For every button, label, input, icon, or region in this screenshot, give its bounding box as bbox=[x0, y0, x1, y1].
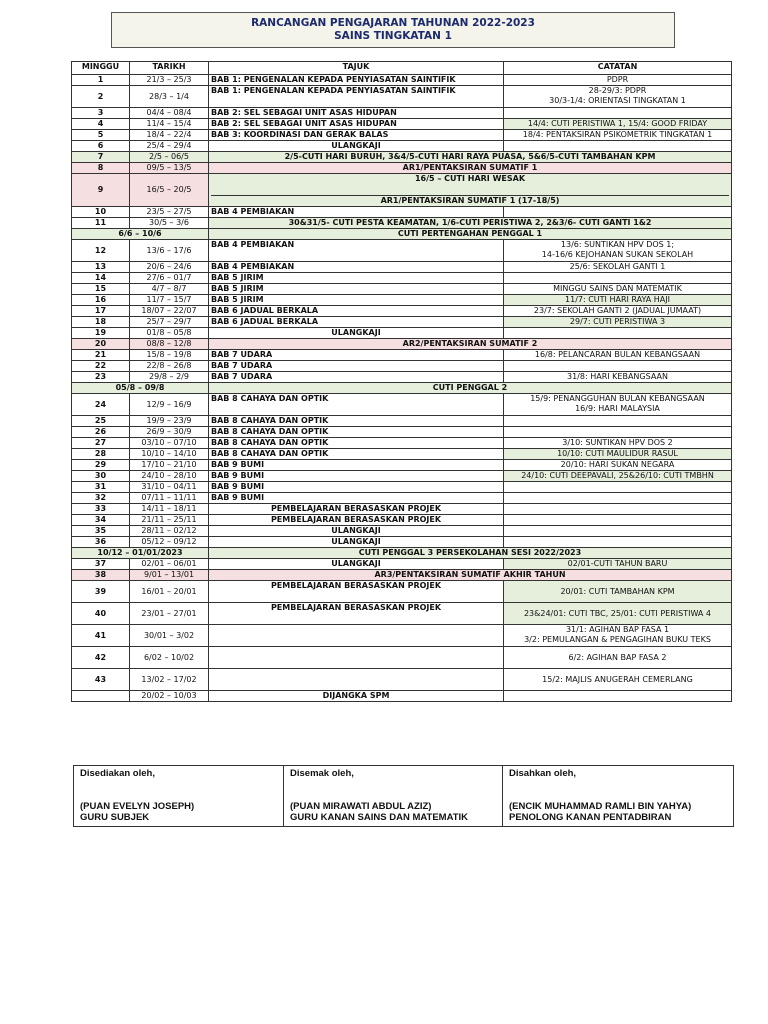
span-cell: AR2/PENTAKSIRAN SUMATIF 2 bbox=[209, 339, 732, 350]
table-row bbox=[72, 350, 732, 361]
span-cell: 2/5-CUTI HARI BURUH, 3&4/5-CUTI HARI RAYA PUASA, 5&6/5-CUTI TAMBAHAN KPM bbox=[209, 152, 732, 163]
week-cell: 4 bbox=[72, 119, 130, 130]
table-row bbox=[72, 339, 732, 350]
week-cell: 40 bbox=[72, 603, 130, 625]
note-line: 13/6: SUNTIKAN HPV DOS 1; bbox=[560, 240, 675, 249]
table-row bbox=[72, 108, 732, 119]
date-cell: 31/10 – 04/11 bbox=[130, 482, 209, 493]
table-row bbox=[72, 460, 732, 471]
week-cell: 28 bbox=[72, 449, 130, 460]
table-row bbox=[72, 449, 732, 460]
date-cell: 01/8 – 05/8 bbox=[130, 328, 209, 339]
week-cell: 34 bbox=[72, 515, 130, 526]
week-cell: 35 bbox=[72, 526, 130, 537]
week-cell: 31 bbox=[72, 482, 130, 493]
note-line: 30/3-1/4: ORIENTASI TINGKATAN 1 bbox=[549, 96, 686, 105]
note-cell bbox=[504, 240, 732, 262]
week-cell: 17 bbox=[72, 306, 130, 317]
date-cell: 18/4 – 22/4 bbox=[130, 130, 209, 141]
note-line: 15/9: PENANGGUHAN BULAN KEBANGSAAN bbox=[530, 394, 705, 403]
table-row bbox=[72, 416, 732, 427]
note-cell bbox=[504, 273, 732, 284]
table-row bbox=[72, 427, 732, 438]
note-cell: 6/2: AGIHAN BAP FASA 2 bbox=[504, 647, 732, 669]
week-cell: 42 bbox=[72, 647, 130, 669]
topic-cell: BAB 9 BUMI bbox=[209, 460, 504, 471]
week-cell: 43 bbox=[72, 669, 130, 691]
date-cell: 25/7 – 29/7 bbox=[130, 317, 209, 328]
date-cell: 20/02 – 10/03 bbox=[130, 691, 209, 702]
note-cell: 16/8: PELANCARAN BULAN KEBANGSAAN bbox=[504, 350, 732, 361]
date-cell: 29/8 – 2/9 bbox=[130, 372, 209, 383]
table-row bbox=[72, 218, 732, 229]
header-tajuk: TAJUK bbox=[209, 62, 504, 75]
week-cell: 32 bbox=[72, 493, 130, 504]
date-cell: 14/11 – 18/11 bbox=[130, 504, 209, 515]
note-cell bbox=[504, 526, 732, 537]
date-cell: 9/01 – 13/01 bbox=[130, 570, 209, 581]
note-cell bbox=[504, 207, 732, 218]
week-cell: 25 bbox=[72, 416, 130, 427]
note-cell bbox=[504, 504, 732, 515]
note-cell: 31/8: HARI KEBANGSAAN bbox=[504, 372, 732, 383]
note-cell: 15/2: MAJLIS ANUGERAH CEMERLANG bbox=[504, 669, 732, 691]
week-cell: 12 bbox=[72, 240, 130, 262]
schedule-table bbox=[71, 61, 732, 702]
note-cell: 23/7: SEKOLAH GANTI 2 (JADUAL JUMAAT) bbox=[504, 306, 732, 317]
topic-cell: BAB 2: SEL SEBAGAI UNIT ASAS HIDUPAN bbox=[209, 108, 504, 119]
week-cell: 2 bbox=[72, 86, 130, 108]
note-line: 28-29/3: PDPR bbox=[588, 86, 647, 95]
signature-checked-by bbox=[284, 766, 503, 827]
table-row bbox=[72, 229, 732, 240]
topic-cell: BAB 5 JIRIM bbox=[209, 273, 504, 284]
week-cell: 26 bbox=[72, 427, 130, 438]
note-line: 14-16/6 KEJOHANAN SUKAN SEKOLAH bbox=[541, 250, 694, 259]
signature-title: Disediakan oleh, bbox=[80, 768, 155, 779]
date-cell: 25/4 – 29/4 bbox=[130, 141, 209, 152]
date-cell: 24/10 – 28/10 bbox=[130, 471, 209, 482]
topic-cell: BAB 8 CAHAYA DAN OPTIK bbox=[209, 416, 504, 427]
span-cell: CUTI PENGGAL 2 bbox=[209, 383, 732, 394]
note-cell bbox=[504, 482, 732, 493]
topic-cell: BAB 8 CAHAYA DAN OPTIK bbox=[209, 427, 504, 438]
date-cell: 02/01 – 06/01 bbox=[130, 559, 209, 570]
topic-cell: BAB 3: KOORDINASI DAN GERAK BALAS bbox=[209, 130, 504, 141]
span-cell: 30&31/5- CUTI PESTA KEAMATAN, 1/6-CUTI PERISTIWA 2, 2&3/6- CUTI GANTI 1&2 bbox=[209, 218, 732, 229]
header-catatan: CATATAN bbox=[504, 62, 732, 75]
date-cell: 15/8 – 19/8 bbox=[130, 350, 209, 361]
signature-prepared-by bbox=[74, 766, 284, 827]
week-cell: 22 bbox=[72, 361, 130, 372]
date-cell: 20/6 – 24/6 bbox=[130, 262, 209, 273]
table-row bbox=[72, 152, 732, 163]
week-cell: 16 bbox=[72, 295, 130, 306]
table-row bbox=[72, 537, 732, 548]
week-cell: 15 bbox=[72, 284, 130, 295]
topic-cell: BAB 7 UDARA bbox=[209, 361, 504, 372]
note-cell: 29/7: CUTI PERISTIWA 3 bbox=[504, 317, 732, 328]
date-cell: 30/5 – 3/6 bbox=[130, 218, 209, 229]
note-line: 3/2: PEMULANGAN & PENGAGIHAN BUKU TEKS bbox=[524, 635, 711, 644]
topic-cell: BAB 1: PENGENALAN KEPADA PENYIASATAN SAINTIFIK bbox=[209, 75, 504, 86]
signature-table bbox=[73, 765, 734, 827]
document-subtitle: SAINS TINGKATAN 1 bbox=[334, 30, 452, 42]
note-cell bbox=[504, 86, 732, 108]
table-row bbox=[72, 328, 732, 339]
table-row bbox=[72, 141, 732, 152]
note-cell: 23&24/01: CUTI TBC, 25/01: CUTI PERISTIWA 4 bbox=[504, 603, 732, 625]
week-cell: 37 bbox=[72, 559, 130, 570]
topic-cell: ULANGKAJI bbox=[209, 141, 504, 152]
topic-cell: BAB 8 CAHAYA DAN OPTIK bbox=[209, 438, 504, 449]
table-row bbox=[72, 119, 732, 130]
week-cell: 3 bbox=[72, 108, 130, 119]
table-row bbox=[72, 361, 732, 372]
table-row bbox=[72, 647, 732, 669]
date-cell: 13/6 – 17/6 bbox=[130, 240, 209, 262]
note-cell: 25/6: SEKOLAH GANTI 1 bbox=[504, 262, 732, 273]
week-cell: 18 bbox=[72, 317, 130, 328]
note-cell bbox=[504, 515, 732, 526]
signature-role: GURU SUBJEK bbox=[80, 812, 150, 823]
date-cell: 09/5 – 13/5 bbox=[130, 163, 209, 174]
signature-role: PENOLONG KANAN PENTADBIRAN bbox=[509, 812, 672, 823]
week-cell: 21 bbox=[72, 350, 130, 361]
week-cell: 23 bbox=[72, 372, 130, 383]
note-cell bbox=[504, 416, 732, 427]
signature-name: (PUAN MIRAWATI ABDUL AZIZ) bbox=[290, 801, 432, 812]
week-cell: 8 bbox=[72, 163, 130, 174]
week-cell: 11 bbox=[72, 218, 130, 229]
table-row bbox=[72, 262, 732, 273]
week-cell: 19 bbox=[72, 328, 130, 339]
signature-row bbox=[74, 766, 734, 827]
table-row bbox=[72, 493, 732, 504]
date-cell: 04/4 – 08/4 bbox=[130, 108, 209, 119]
date-cell: 08/8 – 12/8 bbox=[130, 339, 209, 350]
topic-cell: ULANGKAJI bbox=[209, 559, 504, 570]
topic-cell: PEMBELAJARAN BERASASKAN PROJEK bbox=[209, 581, 504, 603]
topic-cell bbox=[209, 625, 504, 647]
note-cell: 20/01: CUTI TAMBAHAN KPM bbox=[504, 581, 732, 603]
topic-cell: BAB 5 JIRIM bbox=[209, 284, 504, 295]
date-cell: 17/10 – 21/10 bbox=[130, 460, 209, 471]
note-cell: 18/4: PENTAKSIRAN PSIKOMETRIK TINGKATAN 1 bbox=[504, 130, 732, 141]
table-row bbox=[72, 306, 732, 317]
week-cell: 38 bbox=[72, 570, 130, 581]
week-cell: 14 bbox=[72, 273, 130, 284]
span-cell: AR3/PENTAKSIRAN SUMATIF AKHIR TAHUN bbox=[209, 570, 732, 581]
date-cell: 03/10 – 07/10 bbox=[130, 438, 209, 449]
span-line: 16/5 – CUTI HARI WESAK bbox=[414, 174, 526, 183]
date-cell: 23/5 – 27/5 bbox=[130, 207, 209, 218]
week-cell bbox=[72, 691, 130, 702]
date-cell: 05/12 – 09/12 bbox=[130, 537, 209, 548]
topic-cell: PEMBELAJARAN BERASASKAN PROJEK bbox=[209, 504, 504, 515]
table-row bbox=[72, 86, 732, 108]
topic-cell: BAB 7 UDARA bbox=[209, 372, 504, 383]
topic-cell: BAB 8 CAHAYA DAN OPTIK bbox=[209, 394, 504, 416]
topic-cell: BAB 9 BUMI bbox=[209, 482, 504, 493]
span-line: AR1/PENTAKSIRAN SUMATIF 1 (17-18/5) bbox=[211, 195, 729, 206]
table-row bbox=[72, 75, 732, 86]
topic-cell: PEMBELAJARAN BERASASKAN PROJEK bbox=[209, 603, 504, 625]
span-cell: AR1/PENTAKSIRAN SUMATIF 1 bbox=[209, 163, 732, 174]
table-row bbox=[72, 130, 732, 141]
date-cell: 10/12 – 01/01/2023 bbox=[72, 548, 209, 559]
date-cell: 18/07 – 22/07 bbox=[130, 306, 209, 317]
week-cell: 9 bbox=[72, 174, 130, 207]
date-cell: 11/7 – 15/7 bbox=[130, 295, 209, 306]
date-cell: 07/11 – 11/11 bbox=[130, 493, 209, 504]
date-cell: 6/02 – 10/02 bbox=[130, 647, 209, 669]
span-cell: CUTI PENGGAL 3 PERSEKOLAHAN SESI 2022/2023 bbox=[209, 548, 732, 559]
date-cell: 12/9 – 16/9 bbox=[130, 394, 209, 416]
date-cell: 11/4 – 15/4 bbox=[130, 119, 209, 130]
table-row bbox=[72, 526, 732, 537]
week-cell: 41 bbox=[72, 625, 130, 647]
note-cell bbox=[504, 141, 732, 152]
header-minggu: MINGGU bbox=[72, 62, 130, 75]
table-row bbox=[72, 372, 732, 383]
table-row bbox=[72, 163, 732, 174]
note-cell bbox=[504, 328, 732, 339]
date-cell: 30/01 – 3/02 bbox=[130, 625, 209, 647]
week-cell: 27 bbox=[72, 438, 130, 449]
topic-cell: BAB 6 JADUAL BERKALA bbox=[209, 306, 504, 317]
note-cell: 02/01-CUTI TAHUN BARU bbox=[504, 559, 732, 570]
week-cell: 24 bbox=[72, 394, 130, 416]
schedule-header-row bbox=[72, 62, 732, 75]
note-cell: PDPR bbox=[504, 75, 732, 86]
header-tarikh: TARIKH bbox=[130, 62, 209, 75]
signature-role: GURU KANAN SAINS DAN MATEMATIK bbox=[290, 812, 469, 823]
topic-cell: ULANGKAJI bbox=[209, 328, 504, 339]
date-cell: 2/5 – 06/5 bbox=[130, 152, 209, 163]
week-cell: 30 bbox=[72, 471, 130, 482]
date-cell: 10/10 – 14/10 bbox=[130, 449, 209, 460]
table-row bbox=[72, 273, 732, 284]
signature-name: (ENCIK MUHAMMAD RAMLI BIN YAHYA) bbox=[509, 801, 692, 812]
document-title: RANCANGAN PENGAJARAN TAHUNAN 2022-2023 bbox=[251, 17, 535, 29]
topic-cell: BAB 6 JADUAL BERKALA bbox=[209, 317, 504, 328]
note-cell: 10/10: CUTI MAULIDUR RASUL bbox=[504, 449, 732, 460]
table-row bbox=[72, 559, 732, 570]
table-row bbox=[72, 295, 732, 306]
week-cell: 5 bbox=[72, 130, 130, 141]
table-row bbox=[72, 207, 732, 218]
table-row bbox=[72, 625, 732, 647]
note-cell: 11/7: CUTI HARI RAYA HAJI bbox=[504, 295, 732, 306]
signature-title: Disemak oleh, bbox=[290, 768, 354, 779]
table-row bbox=[72, 284, 732, 295]
table-row bbox=[72, 394, 732, 416]
date-cell: 22/8 – 26/8 bbox=[130, 361, 209, 372]
note-cell: 20/10: HARI SUKAN NEGARA bbox=[504, 460, 732, 471]
note-cell bbox=[504, 625, 732, 647]
topic-cell: BAB 1: PENGENALAN KEPADA PENYIASATAN SAINTIFIK bbox=[209, 86, 504, 108]
signature-title: Disahkan oleh, bbox=[509, 768, 577, 779]
date-cell: 19/9 – 23/9 bbox=[130, 416, 209, 427]
note-cell: 24/10: CUTI DEEPAVALI, 25&26/10: CUTI TMBHN bbox=[504, 471, 732, 482]
note-cell bbox=[504, 691, 732, 702]
date-cell: 05/8 – 09/8 bbox=[72, 383, 209, 394]
date-cell: 26/9 – 30/9 bbox=[130, 427, 209, 438]
span-cell: CUTI PERTENGAHAN PENGGAL 1 bbox=[209, 229, 732, 240]
table-row bbox=[72, 471, 732, 482]
topic-cell bbox=[209, 647, 504, 669]
table-row bbox=[72, 669, 732, 691]
table-row bbox=[72, 438, 732, 449]
date-cell: 23/01 – 27/01 bbox=[130, 603, 209, 625]
note-line: 16/9: HARI MALAYSIA bbox=[575, 404, 660, 413]
date-cell: 13/02 – 17/02 bbox=[130, 669, 209, 691]
week-cell: 33 bbox=[72, 504, 130, 515]
date-cell: 27/6 – 01/7 bbox=[130, 273, 209, 284]
date-cell: 21/3 – 25/3 bbox=[130, 75, 209, 86]
topic-cell: ULANGKAJI bbox=[209, 526, 504, 537]
topic-cell bbox=[209, 669, 504, 691]
table-row bbox=[72, 383, 732, 394]
week-cell: 39 bbox=[72, 581, 130, 603]
topic-cell: BAB 7 UDARA bbox=[209, 350, 504, 361]
topic-cell: BAB 4 PEMBIAKAN bbox=[209, 207, 504, 218]
span-cell bbox=[209, 174, 732, 207]
signature-name: (PUAN EVELYN JOSEPH) bbox=[80, 801, 195, 812]
note-cell: 14/4: CUTI PERISTIWA 1, 15/4: GOOD FRIDAY bbox=[504, 119, 732, 130]
topic-cell: BAB 4 PEMBIAKAN bbox=[209, 262, 504, 273]
date-cell: 6/6 – 10/6 bbox=[72, 229, 209, 240]
note-cell: MINGGU SAINS DAN MATEMATIK bbox=[504, 284, 732, 295]
table-row bbox=[72, 691, 732, 702]
note-cell bbox=[504, 394, 732, 416]
week-cell: 20 bbox=[72, 339, 130, 350]
topic-cell: PEMBELAJARAN BERASASKAN PROJEK bbox=[209, 515, 504, 526]
date-cell: 28/3 – 1/4 bbox=[130, 86, 209, 108]
table-row bbox=[72, 548, 732, 559]
week-cell: 7 bbox=[72, 152, 130, 163]
table-row bbox=[72, 482, 732, 493]
topic-cell: BAB 9 BUMI bbox=[209, 471, 504, 482]
date-cell: 21/11 – 25/11 bbox=[130, 515, 209, 526]
week-cell: 6 bbox=[72, 141, 130, 152]
topic-cell: BAB 9 BUMI bbox=[209, 493, 504, 504]
note-cell bbox=[504, 361, 732, 372]
table-row bbox=[72, 240, 732, 262]
week-cell: 1 bbox=[72, 75, 130, 86]
table-row bbox=[72, 570, 732, 581]
topic-cell: BAB 5 JIRIM bbox=[209, 295, 504, 306]
topic-cell: BAB 4 PEMBIAKAN bbox=[209, 240, 504, 262]
topic-cell: BAB 2: SEL SEBAGAI UNIT ASAS HIDUPAN bbox=[209, 119, 504, 130]
note-cell bbox=[504, 537, 732, 548]
table-row bbox=[72, 317, 732, 328]
note-cell: 3/10: SUNTIKAN HPV DOS 2 bbox=[504, 438, 732, 449]
week-cell: 29 bbox=[72, 460, 130, 471]
topic-cell: ULANGKAJI bbox=[209, 537, 504, 548]
week-cell: 36 bbox=[72, 537, 130, 548]
note-cell bbox=[504, 108, 732, 119]
table-row bbox=[72, 581, 732, 603]
note-cell bbox=[504, 493, 732, 504]
topic-cell: BAB 8 CAHAYA DAN OPTIK bbox=[209, 449, 504, 460]
date-cell: 28/11 – 02/12 bbox=[130, 526, 209, 537]
note-cell bbox=[504, 427, 732, 438]
date-cell: 4/7 – 8/7 bbox=[130, 284, 209, 295]
date-cell: 16/01 – 20/01 bbox=[130, 581, 209, 603]
week-cell: 13 bbox=[72, 262, 130, 273]
week-cell: 10 bbox=[72, 207, 130, 218]
table-row bbox=[72, 504, 732, 515]
table-row bbox=[72, 515, 732, 526]
document-title-box bbox=[111, 12, 675, 48]
note-line: 31/1: AGIHAN BAP FASA 1 bbox=[565, 625, 670, 634]
table-row bbox=[72, 603, 732, 625]
signature-approved-by bbox=[503, 766, 734, 827]
table-row bbox=[72, 174, 732, 207]
topic-cell: DIJANGKA SPM bbox=[209, 691, 504, 702]
date-cell: 16/5 – 20/5 bbox=[130, 174, 209, 207]
